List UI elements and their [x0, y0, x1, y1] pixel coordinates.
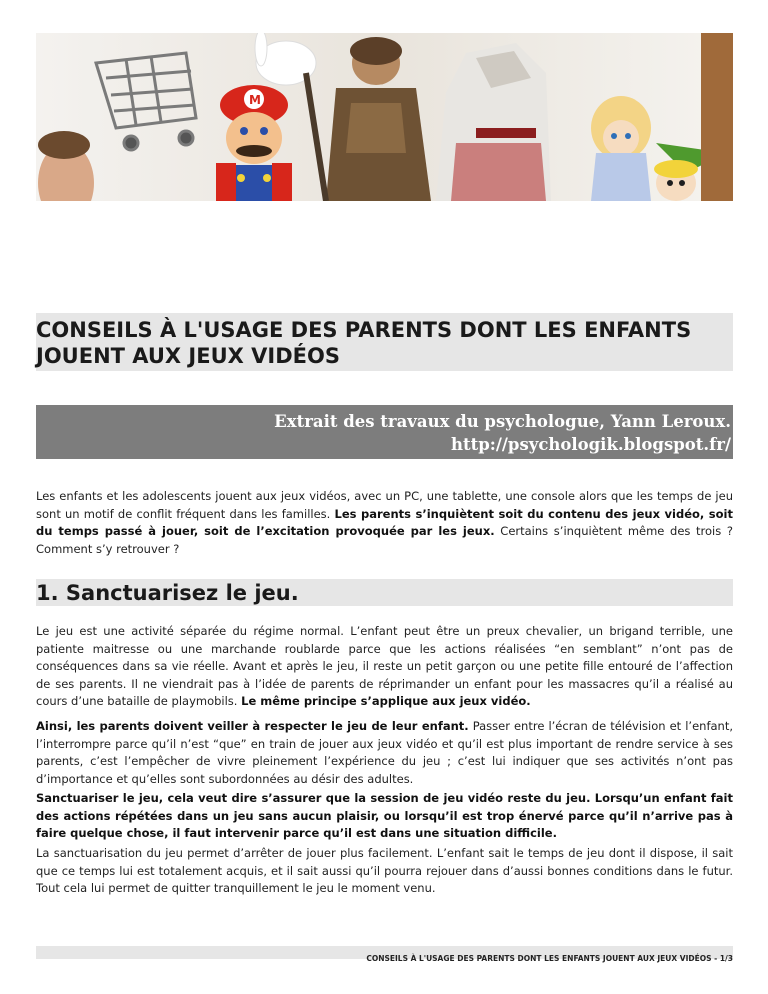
svg-text:M: M [249, 93, 261, 107]
source-link[interactable]: http://psychologik.blogspot.fr/ [450, 435, 731, 454]
document-title [36, 313, 733, 369]
paragraph-1-text: Le jeu est une activité séparée du régime normal. L’enfant peut être un preux chevalier, un brigand terrible, une patiente maitresse ou une marchande roublarde parce que les actions réalisées “en semblant” n’ont pas de conséquences dans sa vie réelle. Avant et après le jeu, il reste un petit garçon ou une petite fille entouré de l’affection de ses parents. Il ne viendrait pas à l’idée de parents de réprimander un enfant pour les massacres qu’il a réalisé au cours d’une bataille de playmobils. [36, 624, 733, 708]
document-title-box [36, 313, 733, 371]
mario-icon [216, 85, 292, 201]
person-icon [38, 131, 94, 201]
paragraph-2 [36, 718, 733, 788]
paragraph-1-bold: Le même principe s’applique aux jeux vidéo. [241, 694, 531, 708]
paragraph-1 [36, 623, 733, 711]
page-footer [36, 946, 733, 963]
source-author: Extrait des travaux du psychologue, Yann Leroux. [274, 412, 731, 431]
paragraph-4 [36, 845, 733, 898]
intro-bold: Les parents s’inquiètent soit du contenu des jeux vidéo, soit du temps passé à jouer, soit de l’excitation provoquée par les jeux. [36, 506, 733, 538]
source-box [36, 405, 733, 459]
banner-image [36, 33, 733, 201]
paragraph-3-bold: Sanctuariser le jeu, cela veut dire s’assurer que la session de jeu vidéo reste du jeu. Lorsqu’un enfant fait des actions répétées dans un jeu sans aucun plaisir, ou lorsqu’il est trop énervé parce qu’il n’arrive pas à faire quelque chose, il faut intervenir parce qu’il est dans une situation difficile. [36, 791, 733, 840]
footer-label: CONSEILS À L'USAGE DES PARENTS DONT LES ENFANTS JOUENT AUX JEUX VIDÉOS - 1/3 [366, 954, 733, 963]
zelda-icon [591, 96, 651, 201]
section-heading-box [36, 579, 733, 606]
paragraph-2-text: Passer entre l’écran de télévision et l’enfant, l’interrompre parce qu’il n’est “que” en train de jouer aux jeux vidéo et qu’il est plus important de rendre service à ses parents, c’est l’empêcher de vivre pleinement l’expérience du jeu ; c’est lui indiquer que ses activités n’ont pas d’importance et qu’elles sont subordonnées au désir des adultes. [36, 719, 733, 786]
paragraph-4-text: La sanctuarisation du jeu permet d’arrêter de jouer plus facilement. L’enfant sait le temps de jeu dont il dispose, il sait que ce temps lui est totalement acquis, et il sait aussi qu’il pourra rejouer dans d’aussi bonnes conditions dans le futur. Tout cela lui permet de quitter tranquillement le jeu le moment venu. [36, 846, 733, 895]
section-heading: 1. Sanctuarisez le jeu. [36, 581, 299, 605]
paragraph-3 [36, 790, 733, 843]
intro-text-1: Les enfants et les adolescents jouent aux jeux vidéos, avec un PC, une tablette, une console alors que les temps de jeu sont un motif de conflit fréquent dans les familles. [36, 489, 733, 521]
paragraph-2-bold: Ainsi, les parents doivent veiller à respecter le jeu de leur enfant. [36, 719, 469, 733]
document-title-line1: CONSEILS À L'USAGE DES PARENTS DONT LES ENFANTS [36, 318, 692, 342]
intro-paragraph [36, 488, 733, 558]
document-title-line2: JOUENT AUX JEUX VIDÉOS [36, 344, 340, 368]
intro-text-2: Certains s’inquiètent même des trois ? Comment s’y retrouver ? [36, 524, 733, 556]
